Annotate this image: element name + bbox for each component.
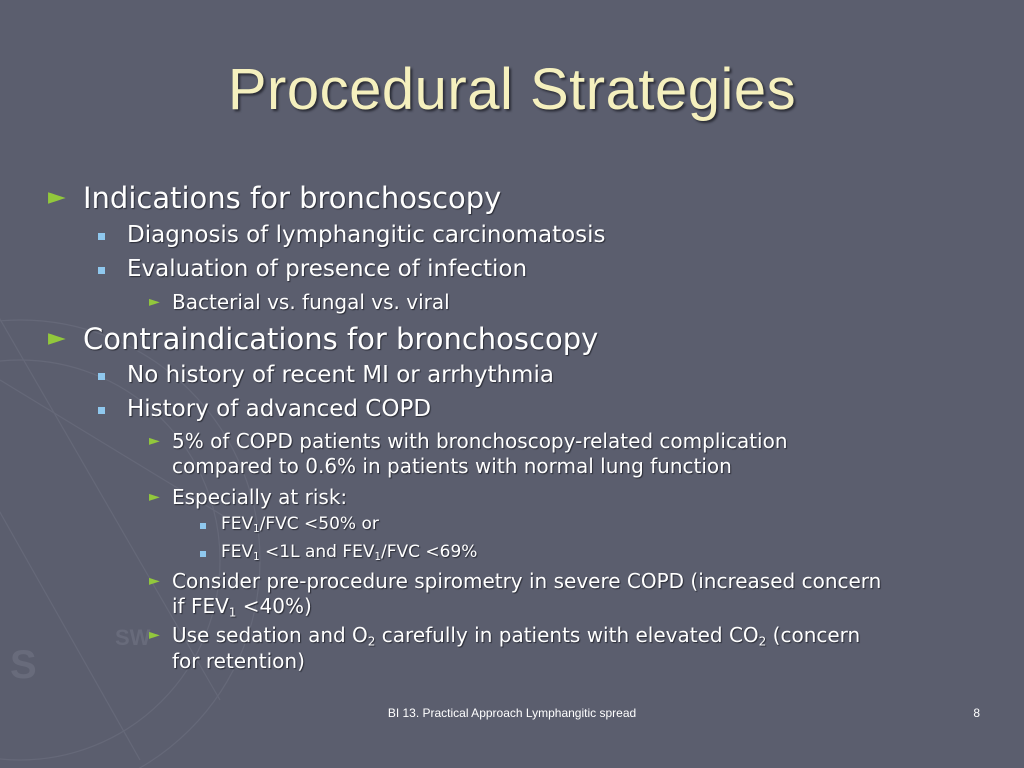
triangle-right-icon: ► (149, 573, 160, 589)
bullet-copd-percent-cont: compared to 0.6% in patients with normal lung function (172, 454, 732, 478)
square-icon (98, 267, 105, 274)
bullet-diagnosis: Diagnosis of lymphangitic carcinomatosis (127, 222, 606, 248)
bullet-spirometry: Consider pre-procedure spirometry in severe COPD (increased concern (172, 569, 882, 593)
bullet-fev-a: $FEV_1$/FVC <50% or (221, 514, 379, 536)
page-number: 8 (973, 706, 980, 720)
square-icon (98, 233, 105, 240)
bullet-spirometry-cont: if $FEV_1 <40\%$) (172, 594, 312, 620)
bullet-infection: Evaluation of presence of infection (127, 256, 528, 282)
bullet-indications: Indications for bronchoscopy (83, 181, 502, 215)
bullet-copd: History of advanced COPD (127, 396, 432, 422)
triangle-right-icon: ► (149, 294, 160, 310)
triangle-right-icon: ► (48, 325, 66, 351)
square-icon (98, 407, 105, 414)
slide-title: Procedural Strategies (227, 57, 797, 122)
svg-text:S: S (10, 643, 37, 687)
bullet-sedation: Use sedation and $O_2$ carefully in patients with elevated $CO_2$ (concern (172, 623, 861, 649)
square-icon (200, 523, 206, 529)
bullet-at-risk: Especially at risk: (172, 485, 348, 509)
svg-text:SW: SW (115, 625, 151, 650)
bullet-sedation-cont: for retention) (172, 649, 305, 673)
bullet-contraindications: Contraindications for bronchoscopy (83, 322, 599, 356)
triangle-right-icon: ► (149, 627, 160, 643)
footer-text: BI 13. Practical Approach Lymphangitic spread (387, 706, 637, 720)
bullet-no-history: No history of recent MI or arrhythmia (127, 362, 554, 388)
bullet-copd-percent: 5% of COPD patients with bronchoscopy-related complication (172, 429, 788, 453)
triangle-right-icon: ► (149, 489, 160, 505)
square-icon (98, 373, 105, 380)
bullet-fev-b: $FEV_1 <1L$ and $FEV_1$/FVC <69% (221, 542, 478, 564)
triangle-right-icon: ► (48, 184, 66, 210)
square-icon (200, 551, 206, 557)
triangle-right-icon: ► (149, 433, 160, 449)
bullet-bacterial: Bacterial vs. fungal vs. viral (172, 290, 450, 314)
